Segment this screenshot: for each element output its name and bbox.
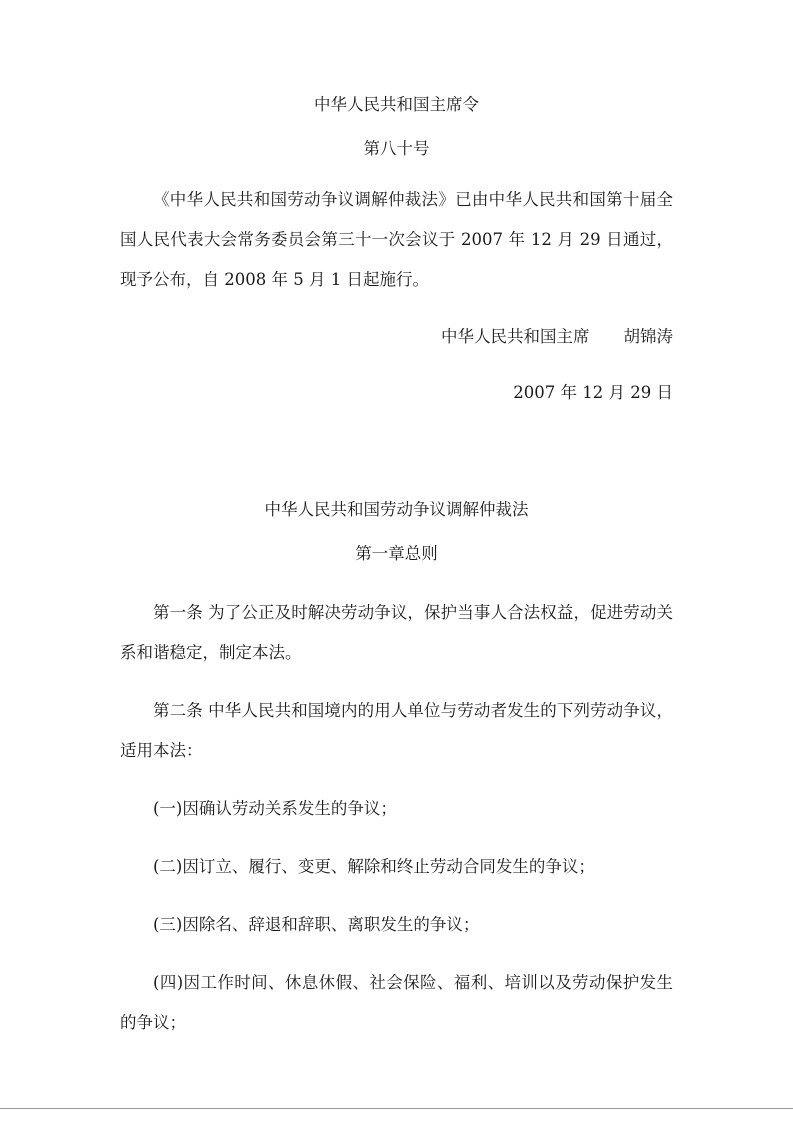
signer-name: 胡锦涛 bbox=[623, 327, 673, 346]
chapter-title: 第一章总则 bbox=[355, 544, 438, 563]
decree-signature bbox=[120, 324, 673, 350]
decree-number: 第八十号 bbox=[363, 139, 430, 158]
signer-title: 中华人民共和国主席 bbox=[441, 327, 590, 346]
article-2-item-2: (二)因订立、履行、变更、解除和终止劳动合同发生的争议； bbox=[153, 857, 595, 876]
article-2: 第二条 中华人民共和国境内的用人单位与劳动者发生的下列劳动争议，适用本法： bbox=[120, 701, 673, 760]
decree-body: 《中华人民共和国劳动争议调解仲裁法》已由中华人民共和国第十届全国人民代表大会常务委员会第三十一次会议于 2007 年 12 月 29 日通过，现予公布，自 2008 年 5 月 1 日起施行。 bbox=[120, 190, 673, 289]
page-bottom-divider bbox=[0, 1108, 793, 1109]
article-2-item-1: (一)因确认劳动关系发生的争议； bbox=[153, 799, 397, 818]
document-content bbox=[120, 92, 673, 1043]
article-1: 第一条 为了公正及时解决劳动争议，保护当事人合法权益，促进劳动关系和谐稳定，制定本法。 bbox=[120, 603, 673, 662]
article-2-item-4: (四)因工作时间、休息休假、社会保险、福利、培训以及劳动保护发生的争议； bbox=[120, 973, 673, 1032]
decree-date: 2007 年 12 月 29 日 bbox=[513, 383, 673, 402]
article-2-item-3: (三)因除名、辞退和辞职、离职发生的争议； bbox=[153, 915, 480, 934]
decree-title: 中华人民共和国主席令 bbox=[314, 95, 479, 114]
law-title: 中华人民共和国劳动争议调解仲裁法 bbox=[264, 500, 529, 519]
